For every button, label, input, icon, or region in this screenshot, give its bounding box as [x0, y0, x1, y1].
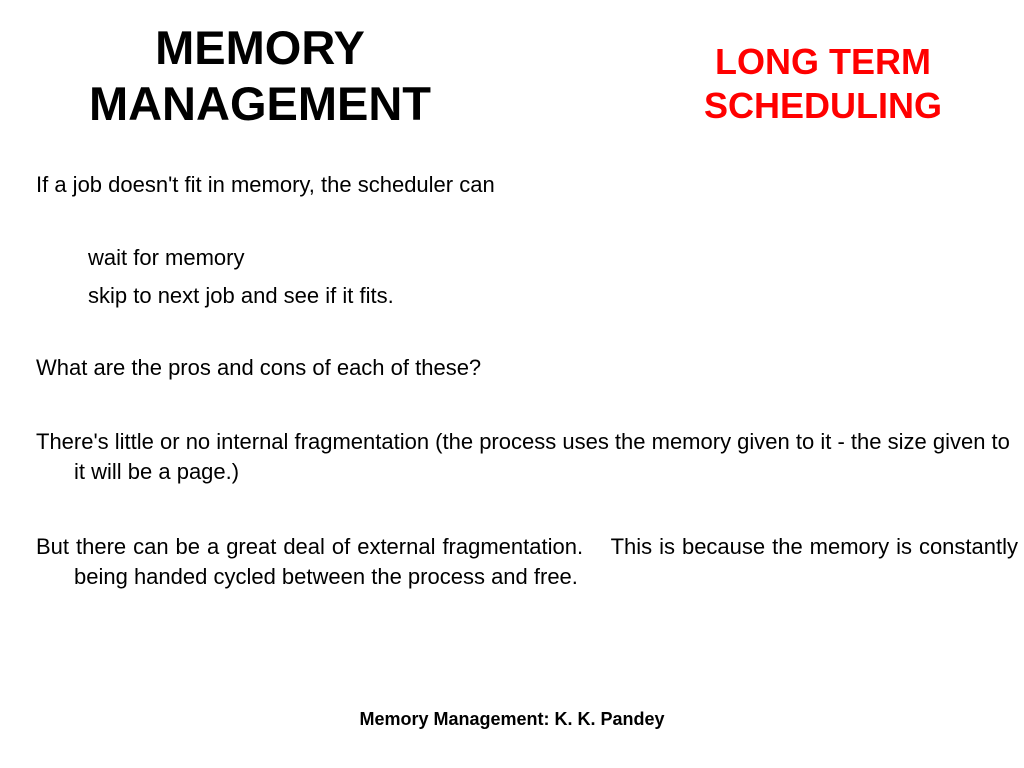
slide-footer: Memory Management: K. K. Pandey [359, 709, 665, 729]
question-paragraph: What are the pros and cons of each of these? [36, 355, 482, 380]
internal-fragmentation-paragraph: There's little or no internal fragmentation (the process uses the memory given to it - the size given to it will be a page.) [36, 429, 1010, 484]
option-skip-to-next-job: skip to next job and see if it fits. [88, 283, 394, 308]
slide-title-line-2: MANAGEMENT [88, 77, 432, 130]
slide-title [40, 20, 480, 132]
option-wait-for-memory: wait for memory [88, 245, 245, 270]
intro-paragraph: If a job doesn't fit in memory, the scheduler can [36, 172, 495, 197]
external-fragmentation-paragraph: But there can be a great deal of external fragmentation. This is because the memory is constantly being handed cycled between the process and free. [36, 534, 1024, 589]
slide-subtitle-line-2: SCHEDULING [703, 85, 942, 126]
slide-title-line-1: MEMORY [155, 21, 365, 74]
slide-subtitle [660, 40, 986, 128]
slide-subtitle-line-1: LONG TERM [715, 41, 931, 82]
